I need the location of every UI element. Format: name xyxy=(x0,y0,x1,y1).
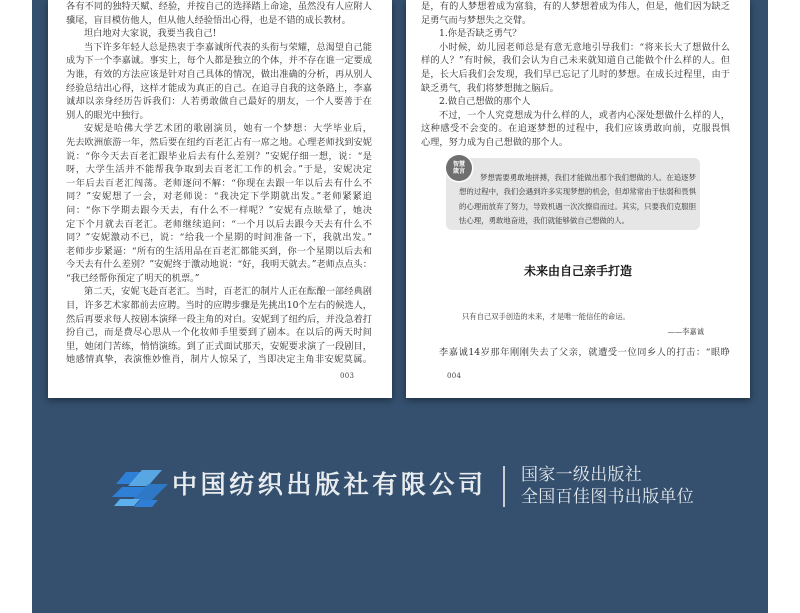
publisher-tagline: 国家一级出版社 xyxy=(521,465,643,485)
tip-box xyxy=(446,158,700,230)
tip-text-line: 想的过程中，我们会遇到许多实现梦想的机会，但却常常由于怯弱和畏惧 xyxy=(459,187,696,197)
text-line: 同？”安妮激动不已，说：“给我一个星期的时间准备一下，我就出发。” xyxy=(66,232,372,244)
text-line: 然后再要求每人按剧本演绎一段主角的对白。安妮到了纽约后，并没急着打 xyxy=(66,313,372,325)
epigraph-quote: 只有自己双手创造的未来，才是唯一能信任的命运。 xyxy=(462,312,630,321)
text-line: 一年后去百老汇闯荡。老师逐问不解：“你现在去跟一年以后去有什么不 xyxy=(66,177,372,189)
text-line: 先去欧洲旅游一年，然后要在纽约百老汇占有一席之地。心理老师找到安妮 xyxy=(66,136,372,148)
text-line: 定下个月就去百老汇。老师继续追问：“一个月以后去跟今天去有什么不 xyxy=(66,218,372,230)
tip-badge-line: 智慧 xyxy=(452,161,465,168)
tip-text-block xyxy=(459,171,696,228)
text-line: 是，长大后我们会发现，我们早已忘记了儿时的梦想。在成长过程里，由于 xyxy=(421,68,730,80)
text-line: 足勇气而与梦想失之交臂。 xyxy=(421,14,532,26)
text-line: “我已经帮你预定了明天的机票。” xyxy=(66,272,200,284)
text-line: 小时候，幼儿园老师总是有意无意地引导我们：“将来长大了想做什么 xyxy=(439,41,730,53)
tip-text-line: 怯心理，勇敢地奋进，我们就能够做自己想做的人。 xyxy=(459,215,629,225)
divider xyxy=(503,466,505,507)
text-line: 是，有的人梦想着成为富翁，有的人梦想着成为伟人，但是，他们因为缺乏 xyxy=(421,1,730,12)
text-line: 经验总结出心得，这样才能成为真正的自己。在追寻自我的这条路上，李嘉 xyxy=(66,82,372,94)
text-line: 问：“你下学期去跟今天去，有什么不一样呢？”安妮有点眩晕了，她决 xyxy=(66,204,372,216)
text-line: 坦白地对大家说，我要当我自己! xyxy=(84,28,217,40)
text-line: 为谁，有效的方法应该是针对自己具体的情况，做出准确的分析，再从别人 xyxy=(66,68,372,80)
page-text-block xyxy=(66,0,372,367)
publisher-tagline: 全国百佳图书出版单位 xyxy=(521,487,694,507)
text-line: 今天去有什么差别？”安妮终于激动地说：“好，我明天就去。”老师点点头： xyxy=(66,259,372,271)
text-line: 样的人？”有时候，我们会认为自己未来就知道自己能做个什么样的人。但 xyxy=(421,55,730,67)
text-line: 李嘉诚14岁那年刚刚失去了父亲，就遭受一位同乡人的打击：“眼睁 xyxy=(439,347,730,358)
publisher-name: 中国纺织出版社有限公司 xyxy=(172,470,487,499)
book-page-left xyxy=(48,0,392,398)
text-line: 不过，一个人究竟想成为什么样的人，或者内心深处想做什么样的人， xyxy=(439,109,730,121)
epigraph-author: ——李嘉诚 xyxy=(667,327,704,336)
text-line: 各有不同的独特天赋、经验，并按自己的选择踏上命途，虽然没有人应附人 xyxy=(66,1,372,12)
text-line: 她感情真挚，表演惟妙惟肖，制片人惊呆了，当即决定主角非安妮莫属。 xyxy=(66,354,372,366)
text-line: 里，她闭门苦练，悄悄演练。到了正式面试那天，安妮要求演了一段剧目， xyxy=(66,340,372,352)
text-line: 安妮是哈佛大学艺术团的歌剧演员，她有一个梦想：大学毕业后， xyxy=(84,123,372,135)
subheading: 2.做自己想做的那个人 xyxy=(439,96,531,108)
text-line: 骥尾，盲目模仿他人，但从他人经验悟出心得，也是不错的成长教材。 xyxy=(66,14,351,26)
page-number: 004 xyxy=(447,372,462,380)
book-page-right xyxy=(406,0,750,398)
page-text-block xyxy=(421,0,730,150)
text-line: 说：“你今天去百老汇跟毕业后去有什么差别？”安妮仔细一想，说：“是 xyxy=(66,150,372,162)
subheading: 1.你是否缺乏勇气？ xyxy=(439,28,522,40)
tip-text-line: 的心理而放弃了努力，导致机遇一次次擦肩而过。其实，只要我们克服胆 xyxy=(459,201,696,211)
text-line: 别人的眼光中独行。 xyxy=(66,109,149,121)
text-line: 目，许多艺术家都前去应聘。当时的应聘步骤是先挑出10个左右的候选人， xyxy=(66,300,372,312)
tip-badge xyxy=(446,155,472,181)
section-title: 未来由自己亲手打造 xyxy=(523,264,632,278)
page-number: 003 xyxy=(340,372,355,380)
text-line: 心理，努力成为自己想做的那个人。 xyxy=(421,136,568,148)
tip-badge-line: 箴言 xyxy=(452,168,465,175)
text-line: 成为下一个李嘉诚。事实上，每个人都是独立的个体，并不存在谁一定要成 xyxy=(66,55,372,67)
text-line: 当下许多年轻人总是热衷于李嘉诚所代表的头衔与荣耀，总渴望自己能 xyxy=(84,41,372,53)
text-line: 呀，大学生活并不能帮我争取到去百老汇工作的机会。”于是，安妮决定 xyxy=(66,164,372,176)
text-line: 扮自己，而是费尽心思从一个化妆师手里要到了剧本。在以后的两天时间 xyxy=(66,327,372,339)
text-line: 老师步步紧逼：“所有的生活用品在百老汇都能买到，你一个星期以后去和 xyxy=(66,245,372,257)
page-text-block xyxy=(421,346,730,360)
text-line: 第二天，安妮飞赴百老汇。当时，百老汇的制片人正在酝酿一部经典剧 xyxy=(84,286,372,298)
publisher-logo-icon xyxy=(112,466,170,508)
text-line: 这种感受不会变的。在追逐梦想的过程中，我们应该勇敢向前，克服畏惧 xyxy=(421,123,730,135)
text-line: 缺乏勇气，我们将梦想抛之脑后。 xyxy=(421,82,559,94)
text-line: 同？”安妮想了一会，对老师说：“我决定下学期就出发。”老师紧紧追 xyxy=(66,191,372,203)
text-line: 诚却以亲身经历告诉我们：人若勇敢做自己最好的朋友，一个人要善于在 xyxy=(66,96,372,108)
tip-text-line: 梦想需要勇敢地拼搏，我们才能做出那个我们想做的人。在追逐梦 xyxy=(480,173,696,182)
